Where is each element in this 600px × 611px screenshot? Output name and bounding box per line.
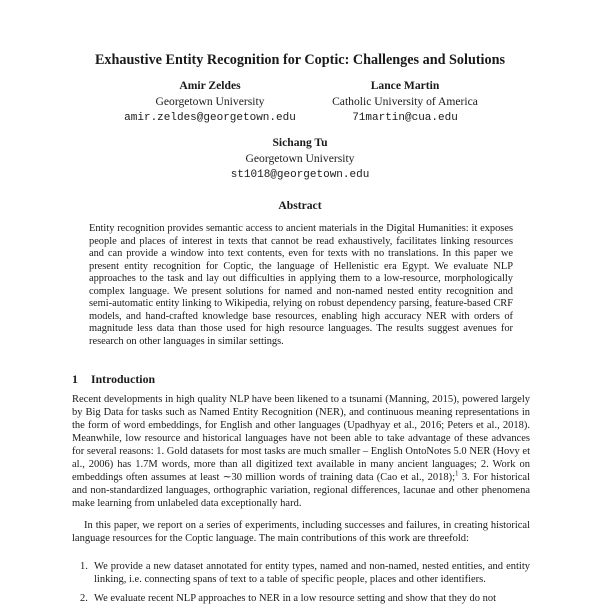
- intro-text-a: Recent developments in high quality NLP have been likened to a tsunami (Manning, 2015), powered largely by Big Data for tasks such as Named Entity Recognition (NER), and continuous meaning representations in the form of word embeddings, for English and other languages (Upadhyay et al., 2016; Peters et al., 2018). Meanwhile, low resource and historical languages have not been able to take advantage of these advances for several reasons: 1. Gold datasets for most tasks are much smaller – English OntoNotes 5.0 NER (Hovy et al., 2006) has 1.7M words, more than all digitized text available in many ancient languages; 2. Work on embeddings often assumes at least ∼30 million words of training data (Cao et al., 2018);: [72, 394, 530, 483]
- author-affiliation: Georgetown University: [155, 95, 265, 108]
- intro-paragraph-1: [72, 393, 530, 510]
- author-block-2: [300, 78, 510, 126]
- footnote-mark: 1: [455, 469, 459, 478]
- list-item-number: 2.: [80, 593, 88, 604]
- intro-text-b: 3. For historical and non-standardized languages, orthographic variation, regional differences, lacunae and other phenomena make learning from unlabeled data exceptionally hard.: [72, 472, 530, 509]
- author-affiliation: Georgetown University: [245, 152, 355, 165]
- author-name: Amir Zeldes: [179, 79, 241, 92]
- list-item: [72, 560, 530, 586]
- contributions-list: [72, 560, 530, 611]
- author-email: 71martin@cua.edu: [352, 112, 458, 124]
- list-item: [72, 592, 530, 605]
- section-number: 1: [72, 372, 78, 386]
- author-name: Lance Martin: [370, 79, 440, 92]
- paper-title: Exhaustive Entity Recognition for Coptic: Challenges and Solutions: [94, 52, 506, 68]
- section-title: Introduction: [91, 372, 156, 386]
- author-block-3: [0, 135, 600, 183]
- author-email: st1018@georgetown.edu: [230, 169, 370, 181]
- author-email: amir.zeldes@georgetown.edu: [124, 112, 296, 124]
- list-item-text: We provide a new dataset annotated for entity types, named and non-named, nested entities, and entity linking, i.e. connecting spans of text to a table of specific people, places and other identifiers.: [94, 561, 530, 585]
- abstract-text: Entity recognition provides semantic access to ancient materials in the Digital Humanities: it exposes people and places of interest in texts that cannot be read exhaustively, facilitates linking resources and can provide a window into text contents, even for texts with no translations. In this paper we present entity recognition for Coptic, the language of Hellenistic era Egypt. We evaluate NLP approaches to the task and lay out difficulties in applying them to a low-resource, morphologically complex language. We present solutions for named and non-named nested entity recognition and semi-automatic entity linking to Wikipedia, relying on robust dependency parsing, feature-based CRF models, and hand-crafted knowledge base resources, enabling high accuracy NER with orders of magnitude less data than those used for high resource languages. The results suggest avenues for research on other languages in similar settings.: [89, 223, 513, 347]
- abstract-heading: Abstract: [278, 199, 322, 212]
- author-affiliation: Catholic University of America: [332, 95, 478, 108]
- intro-paragraph-2: In this paper, we report on a series of experiments, including successes and failures, in creating historical language resources for the Coptic language. The main contributions of this work are threefold:: [72, 520, 530, 544]
- author-block-1: [90, 78, 330, 126]
- section-heading: [72, 372, 155, 387]
- list-item-text: We evaluate recent NLP approaches to NER in a low resource setting and show that they do not: [94, 593, 497, 604]
- author-name: Sichang Tu: [272, 136, 328, 149]
- list-item-number: 1.: [80, 561, 88, 572]
